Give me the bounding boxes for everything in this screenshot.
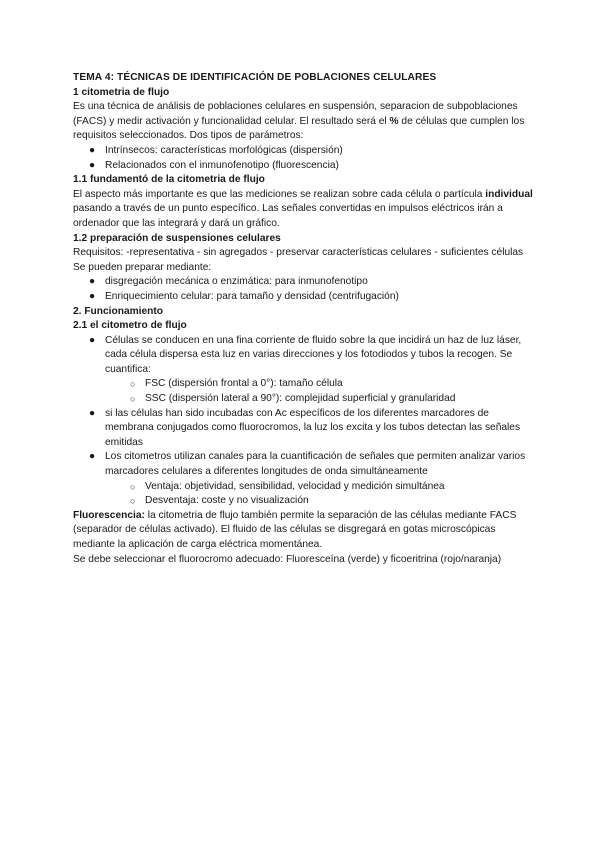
list-item: ● Células se conducen en una fina corriente de fluido sobre la que incidirá un haz de luz láser, cada célula dispersa esta luz en varias direcciones y los fotodiodos y tubos la recogen. Se cuantifica: [89, 334, 522, 375]
paragraph-preparar: Se pueden preparar mediante: [73, 261, 212, 273]
bullet-icon: ● [89, 276, 96, 288]
heading-2-1-citometro: 2.1 el citometro de flujo [73, 320, 187, 332]
circle-bullet-icon: ○ [130, 379, 136, 390]
bullet-icon: ● [89, 334, 96, 346]
sub-list-item: ○ SSC (dispersión lateral a 90°): complejidad superficial y granularidad [73, 392, 533, 407]
funcionamiento-list [73, 334, 533, 509]
parameter-list [73, 144, 533, 173]
bullet-icon: ● [89, 290, 96, 302]
paragraph-fundamento: El aspecto más importante es que las mediciones se realizan sobre cada célula o partícula individual pasando a través de un punto específico. Las señales convertidas en impulsos eléctricos irán a ordenador que las integrará y dará un gráfico. [73, 188, 533, 229]
heading-1-citometria: 1 citometria de flujo [73, 86, 170, 98]
heading-2-funcionamiento: 2. Funcionamiento [73, 305, 163, 317]
list-item: ● Los citometros utilizan canales para la cuantificación de señales que permiten analizar varios marcadores celulares a diferentes longitudes de onda simultáneamente [89, 451, 526, 478]
sub-list-item: ○ FSC (dispersión frontal a 0°): tamaño célula [73, 377, 533, 392]
document-title: TEMA 4: TÉCNICAS DE IDENTIFICACIÓN DE POBLACIONES CELULARES [73, 72, 437, 83]
heading-1-2-preparacion: 1.2 preparación de suspensiones celulares [73, 232, 281, 244]
list-item: ● Enriquecimiento celular: para tamaño y densidad (centrifugación) [73, 290, 533, 305]
bullet-icon: ● [89, 144, 96, 156]
paragraph-fluorocromo: Se debe seleccionar el fluorocromo adecuado: Fluoresceína (verde) y ficoeritrina (rojo/naranja) [73, 553, 502, 565]
preparation-list [73, 275, 533, 304]
list-item: ● Relacionados con el inmunofenotipo (fluorescencia) [73, 159, 533, 174]
paragraph-requisitos: Requisitos: -representativa - sin agregados - preservar características celulares - suficientes células [73, 247, 524, 259]
sub-list-item: ○ Ventaja: objetividad, sensibilidad, velocidad y medición simultánea [73, 480, 533, 495]
circle-bullet-icon: ○ [130, 496, 136, 507]
bullet-icon: ● [89, 451, 96, 463]
document-content [73, 71, 533, 567]
list-item: ● si las células han sido incubadas con Ac específicos de los diferentes marcadores de membrana conjugados como fluorocromos, la luz los excita y los tubos detectan las señales emitidas [89, 407, 521, 448]
list-item: ● disgregación mecánica o enzimática: para inmunofenotipo [73, 275, 533, 290]
bullet-icon: ● [89, 407, 96, 419]
list-item: ● Intrínsecos: características morfológicas (dispersión) [73, 144, 533, 159]
paragraph-intro: Es una técnica de análisis de poblaciones celulares en suspensión, separacion de subpoblaciones (FACS) y medir activación y funcionalidad celular. El resultado será el % de células que cumplen los requisitos seleccionados. Dos tipos de parámetros: [73, 101, 525, 142]
percent-symbol: % [389, 115, 399, 127]
bullet-icon: ● [89, 159, 96, 171]
paragraph-fluorescencia: Fluorescencia: la citometria de flujo también permite la separación de las células mediante FACS (separador de células activado). El fluido de las células se disgregará en gotas microscópicas mediante la aplicación de carga eléctrica momentánea. [73, 509, 517, 550]
heading-1-1-fundamento: 1.1 fundamentó de la citometria de flujo [73, 174, 265, 186]
sub-list-item: ○ Desventaja: coste y no visualización [73, 494, 533, 509]
circle-bullet-icon: ○ [130, 394, 136, 405]
circle-bullet-icon: ○ [130, 481, 136, 492]
